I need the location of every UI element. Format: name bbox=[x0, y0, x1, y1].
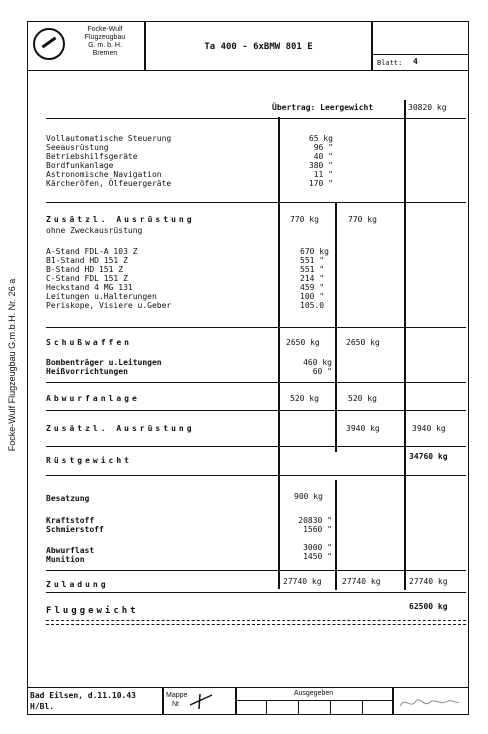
section2-names bbox=[46, 247, 171, 310]
section1-names bbox=[46, 134, 171, 188]
zuladung-total: 27740 kg bbox=[409, 577, 448, 586]
list-item: B-Stand HD 151 Z bbox=[46, 265, 124, 274]
zusatz-zweck-value: 770 kg bbox=[290, 215, 319, 224]
sheet-title: Ta 400 - 6xBMW 801 E bbox=[204, 42, 313, 52]
list-item: Kärcheröfen, Ölfeuergeräte bbox=[46, 179, 172, 188]
sheet-footer bbox=[28, 687, 468, 715]
list-item: Schmierstoff bbox=[46, 525, 104, 534]
fluggewicht-title: Fluggewicht bbox=[46, 606, 139, 616]
list-item: Periskope, Visiere u.Geber bbox=[46, 301, 172, 310]
list-item: Seeausrüstung bbox=[46, 143, 109, 152]
section1-values: 65 kg 96 " 40 " 380 " 11 " 170 " bbox=[308, 134, 333, 188]
schusswaffen-value: 2650 kg bbox=[286, 338, 320, 347]
abwurfanlage-title: Abwurfanlage bbox=[46, 394, 140, 403]
carry-label: Übertrag: Leergewicht bbox=[272, 103, 374, 112]
list-item: Abwurflast bbox=[46, 546, 95, 555]
handwritten-signature-icon bbox=[396, 692, 462, 712]
blatt-value: 4 bbox=[413, 57, 418, 66]
focke-wulf-logo-icon bbox=[33, 28, 65, 60]
list-item: Bombenträger u.Leitungen bbox=[46, 358, 162, 367]
schusswaffen-title: Schußwaffen bbox=[46, 338, 132, 347]
ausgegeben-label: Ausgegeben bbox=[293, 690, 334, 697]
section4-fuel bbox=[46, 516, 104, 534]
company-name: Focke-Wulf Flugzeugbau G. m. b. H. Bremen bbox=[84, 26, 126, 57]
zusatz-zweck-sum: 770 kg bbox=[348, 215, 377, 224]
carry-value: 30820 kg bbox=[408, 103, 447, 112]
place-date: Bad Eilsen, d.11.10.43 bbox=[30, 691, 136, 700]
reference: H/Bl. bbox=[30, 702, 55, 711]
list-item: Vollautomatische Steuerung bbox=[46, 134, 172, 143]
mappe-label: Mappe bbox=[166, 692, 188, 699]
list-item: B1-Stand HD 151 Z bbox=[46, 256, 128, 265]
section3-names bbox=[46, 358, 162, 376]
abwurfanlage-sum: 520 kg bbox=[348, 394, 377, 403]
schusswaffen-sum: 2650 kg bbox=[346, 338, 380, 347]
list-item: C-Stand FDL 151 Z bbox=[46, 274, 128, 283]
list-item: Kraftstoff bbox=[46, 516, 95, 525]
list-item: Besatzung bbox=[46, 494, 90, 503]
signature-mark-icon bbox=[188, 691, 216, 711]
list-item: Heckstand 4 MG 131 bbox=[46, 283, 133, 292]
list-item: Heißvorrichtungen bbox=[46, 367, 128, 376]
side-note: Focke-Wulf Flugzeugbau G.m.b.H. Nr. 26 a bbox=[7, 278, 17, 452]
list-item: Bordfunkanlage bbox=[46, 161, 114, 170]
zusatz-total-title: Zusätzl. Ausrüstung bbox=[46, 424, 195, 433]
list-item: Betriebshilfsgeräte bbox=[46, 152, 138, 161]
zuladung-sum: 27740 kg bbox=[342, 577, 381, 586]
zusatz-zweck-title: Zusätzl. Ausrüstung bbox=[46, 215, 195, 224]
list-item: Munition bbox=[46, 555, 85, 564]
list-item: A-Stand FDL-A 103 Z bbox=[46, 247, 138, 256]
sheet-header bbox=[28, 22, 468, 71]
blatt-label: Blatt: bbox=[377, 59, 403, 67]
list-item: Leitungen u.Halterungen bbox=[46, 292, 157, 301]
ruestgewicht-title: Rüstgewicht bbox=[46, 456, 132, 465]
nr-label: Nr. bbox=[172, 701, 181, 708]
section3-values: 460 kg 60 " bbox=[303, 358, 332, 376]
ruestgewicht-total: 34760 kg bbox=[409, 452, 448, 461]
weight-sheet: Focke-Wulf Flugzeugbau G. m. b. H. Bremen Ta 400 - 6xBMW 801 E Blatt: 4 Übertrag: Leergewicht 30820 kg Vollautomatische Steuerung Seeausrüstung Betriebshilfsgeräte Bordfunkanlage Astronomische Navigation Kärcheröfen, Ölfeuergeräte 65 kg 96 " 40 " 380 " 11 " 170 " Zusätzl. Ausrüstung ohne Zweckausrüstung 770 kg 770 kg A-Stand FDL-A 103 Z B1-Stand HD 151 Z B-Stand HD 151 Z C-Stand FDL 151 Z Heckstand 4 MG 131 Leitungen u.Halterungen Periskope, Visiere u.Geber 670 kg 551 " 551 " 214 " 459 " 100 " 105.0 Schußwaffen 2650 kg 2650 kg Bombenträger u.Leitungen Heißvorrichtungen 460 kg 60 " Abwurfanlage 520 kg 520 kg Zusätzl. Ausrüstung 3940 kg 3940 kg Rüstgewicht 34760 kg Besatzung 900 kg Kraftstoff Schmierstoff 20830 " 1560 " Abwurflast Munition 3000 " 1450 " Zuladung 27740 kg 27740 kg 27740 kg Fluggewicht 62500 kg Bad Eilsen, d.11.10.43 H/Bl. Mappe Nr. Ausgegeben bbox=[27, 21, 469, 715]
section2-values: 670 kg 551 " 551 " 214 " 459 " 100 " 105.0 bbox=[300, 247, 329, 310]
list-item: Astronomische Navigation bbox=[46, 170, 162, 179]
zusatz-zweck-sub: ohne Zweckausrüstung bbox=[46, 226, 143, 235]
fluggewicht-total: 62500 kg bbox=[409, 602, 448, 611]
double-underline bbox=[46, 620, 466, 621]
zusatz-total-value: 3940 kg bbox=[412, 424, 446, 433]
abwurfanlage-value: 520 kg bbox=[290, 394, 319, 403]
zuladung-title: Zuladung bbox=[46, 580, 109, 589]
zuladung-value: 27740 kg bbox=[283, 577, 322, 586]
zusatz-total-sum: 3940 kg bbox=[346, 424, 380, 433]
section4-load bbox=[46, 546, 94, 564]
